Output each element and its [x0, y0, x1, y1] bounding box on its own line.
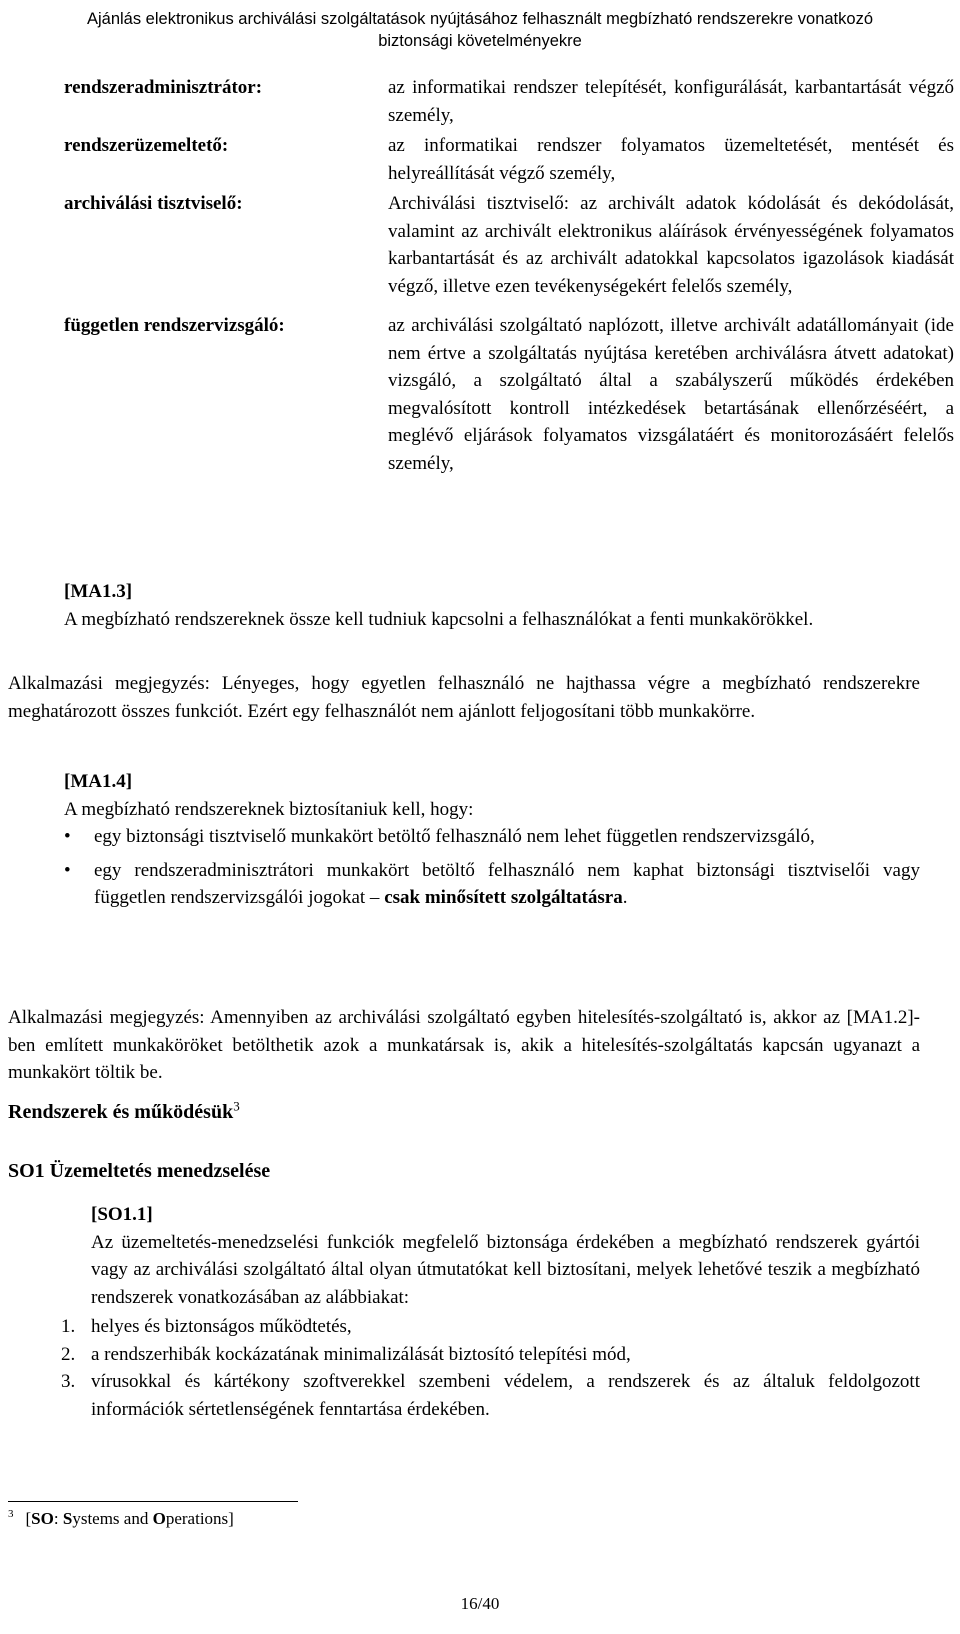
- definition-item: [64, 74, 954, 129]
- definition-term: [64, 312, 388, 477]
- application-note: [8, 670, 920, 725]
- section-heading: [8, 1098, 240, 1126]
- definition-term-bold: független: [64, 315, 139, 336]
- list-item: [61, 1341, 920, 1369]
- footnote-colon: :: [53, 1509, 63, 1528]
- definition-description: az informatikai rendszer telepítését, konfigurálását, karbantartását végző személy,: [388, 77, 954, 126]
- list-item: [61, 1313, 920, 1341]
- section-title: Rendszerek és működésük: [8, 1101, 234, 1123]
- footnote-mark: 3: [8, 1508, 14, 1521]
- list-item-text: egy biztonsági tisztviselő munkakört betöltő felhasználó nem lehet független rendszervizsgáló,: [94, 826, 815, 847]
- list-item-text: egy rendszeradminisztrátori munkakört betöltő felhasználó nem kaphat biztonsági tisztviselői vagy független rendszervizsgálói jogokat –: [94, 859, 920, 908]
- application-note-text: Alkalmazási megjegyzés: Lényeges, hogy egyetlen felhasználó ne hajthassa végre a megbízható rendszerekre meghatározott összes funkciót. Ezért egy felhasználót nem ajánlott feljogosítani több munkakörre.: [8, 673, 920, 722]
- definition-term: archiválási tisztviselő:: [64, 193, 243, 214]
- requirement-bullet-list: [64, 823, 920, 912]
- header-line-1: Ajánlás elektronikus archiválási szolgáltatások nyújtásához felhasznált megbízható rendszerekre vonatkozó: [86, 10, 873, 28]
- footnote-bracket: [: [25, 1509, 32, 1528]
- list-number: 2.: [61, 1343, 76, 1365]
- list-item-tail: .: [622, 887, 628, 908]
- list-item: [61, 1368, 920, 1423]
- definition-description: az informatikai rendszer folyamatos üzemeltetését, mentését és helyreállítását végző személy,: [388, 135, 954, 184]
- footnote-word: perations]: [165, 1509, 234, 1528]
- bullet-icon: •: [64, 859, 71, 881]
- numbered-list: [61, 1313, 920, 1423]
- subsection-heading: [8, 1157, 270, 1185]
- definition-item: [64, 132, 954, 187]
- requirement-ma14: [64, 768, 920, 912]
- footnote-initial: O: [152, 1509, 166, 1528]
- list-item-text: a rendszerhibák kockázatának minimalizálását biztosító telepítési mód,: [91, 1343, 631, 1365]
- list-number: 3.: [61, 1371, 76, 1392]
- requirement-label: [MA1.4]: [64, 771, 133, 792]
- footnote-abbr: O: [40, 1509, 54, 1528]
- application-note: [8, 1004, 920, 1087]
- requirement-intro: A megbízható rendszereknek biztosítaniuk kell, hogy:: [64, 798, 474, 820]
- list-item-text: helyes és biztonságos működtetés,: [91, 1316, 352, 1337]
- list-item-emphasis: csak minősített szolgáltatásra: [384, 887, 623, 908]
- bullet-icon: •: [64, 826, 71, 847]
- definition-term-rest: rendszervizsgáló:: [138, 315, 285, 336]
- definition-term: rendszerüzemeltető:: [64, 135, 229, 156]
- definition-term: rendszeradminisztrátor:: [64, 77, 263, 98]
- definition-description: az archiválási szolgáltató naplózott, illetve archivált adatállományait (ide nem értve a szolgáltatás nyújtása keretében archiválásra átvett adatokat) vizsgáló, a szolgáltató által a szabályszerű működés érdekében megvalósított kontroll intézkedések betartásának ellenőrzéséért, a meglévő eljárások folyamatos vizsgálatáért és monitorozásáért felelős személy,: [388, 315, 954, 474]
- definition-item: [64, 190, 954, 300]
- requirement-so11-list: [61, 1313, 920, 1423]
- definition-item: [64, 312, 954, 477]
- list-number: 1.: [61, 1316, 76, 1337]
- subsection-title: SO1 Üzemeltetés menedzselése: [8, 1160, 271, 1182]
- requirement-label: [MA1.3]: [64, 581, 133, 602]
- footnote-abbr: S: [31, 1509, 41, 1528]
- requirement-text: Az üzemeltetés-menedzselési funkciók megfelelő biztonsága érdekében a megbízható rendszerek gyártói vagy az archiválási szolgáltató által olyan útmutatókat kell biztosítani, melyek lehetővé teszik a megbízható rendszerek vonatkozásában az alábbiakat:: [91, 1231, 920, 1308]
- requirement-label: [SO1.1]: [91, 1204, 153, 1225]
- list-item-text: vírusokkal és kártékony szoftverekkel szembeni védelem, a rendszerek és az általuk feldolgozott információk sértetlenségének fenntartása érdekében.: [91, 1371, 920, 1420]
- requirement-ma13: [64, 578, 920, 633]
- role-definitions: [64, 74, 954, 480]
- definition-description: Archiválási tisztviselő: az archivált adatok kódolását és dekódolását, valamint az archivált elektronikus aláírások érvényességének folyamatos karbantartását és az archivált adatokkal kapcsolatos igazolások kiadását végző, illetve ezen tevékenységekért felelős személy,: [388, 193, 954, 297]
- footnote-initial: S: [62, 1509, 73, 1528]
- requirement-text: A megbízható rendszereknek össze kell tudniuk kapcsolni a felhasználókat a fenti munkakörökkel.: [64, 608, 814, 630]
- footnote-word: ystems and: [72, 1509, 153, 1528]
- header-line-2: biztonsági követelményekre: [378, 32, 582, 50]
- page-number: 16/40: [460, 1594, 500, 1613]
- footnote: [8, 1508, 234, 1530]
- requirement-so11: [91, 1201, 920, 1311]
- list-item: [64, 857, 920, 912]
- application-note-text: Alkalmazási megjegyzés: Amennyiben az archiválási szolgáltató egyben hitelesítés-szolgáltató is, akkor az [MA1.2]-ben említett munkaköröket betölthetik azok a munkatársak is, akik a hitelesítés-szolgáltatás kapcsán ugyanazt a munkakört töltik be.: [8, 1007, 920, 1083]
- footnote-reference: 3: [233, 1098, 240, 1114]
- running-header: [0, 8, 960, 52]
- list-item: [64, 823, 920, 851]
- footnote-divider: [8, 1501, 298, 1502]
